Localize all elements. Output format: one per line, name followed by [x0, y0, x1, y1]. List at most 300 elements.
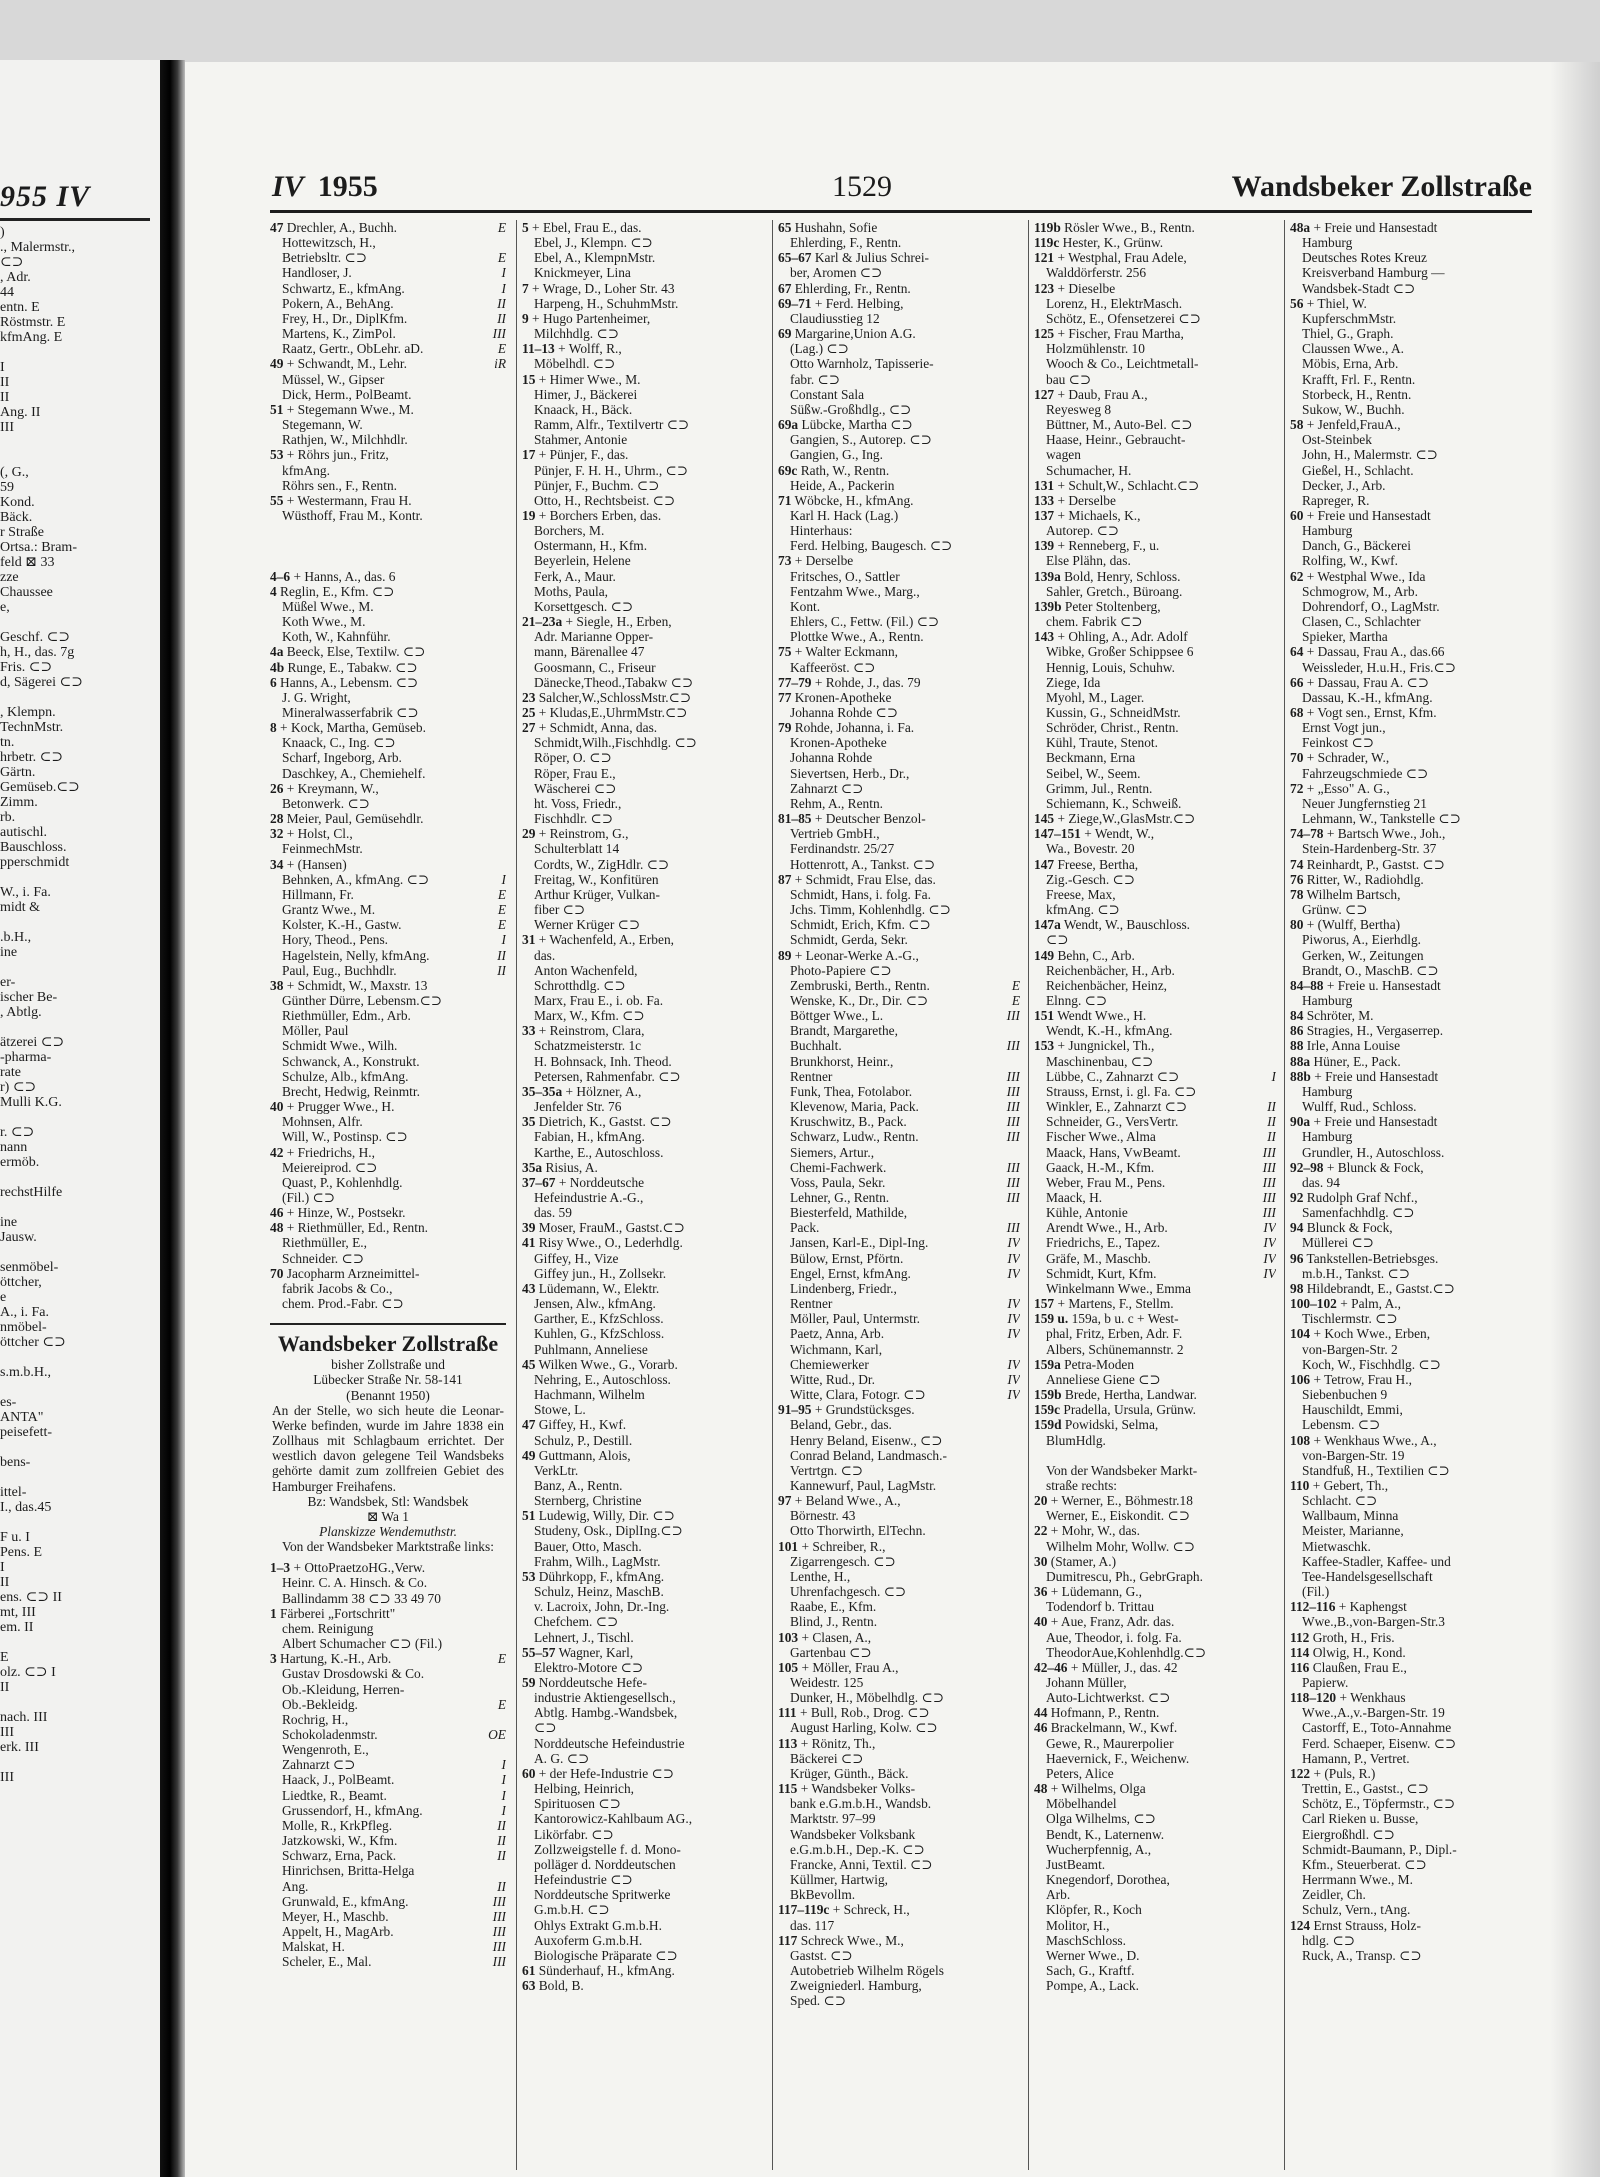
directory-entry [778, 766, 1020, 781]
entry-text: Süßw.-Großhdlg., ⊂⊃ [790, 401, 912, 417]
entry-text: Henry Beland, Eisenw., ⊂⊃ [790, 1432, 943, 1448]
entry-text: Korsettgesch. ⊂⊃ [534, 598, 634, 614]
entry-text: Will, W., Postinsp. ⊂⊃ [282, 1129, 408, 1145]
directory-entry [522, 614, 764, 629]
previous-page-line: 59 [0, 480, 14, 495]
entry-text: Malskat, H. [282, 1939, 345, 1955]
previous-page-line [0, 1350, 160, 1365]
directory-entry [522, 1084, 764, 1099]
directory-entry [1290, 1539, 1528, 1554]
directory-entry [1034, 493, 1276, 508]
entry-text: Lübbe, C., Zahnarzt ⊂⊃ [1046, 1068, 1180, 1084]
entry-text: 101 + Schreiber, R., [778, 1538, 886, 1554]
directory-entry [270, 1803, 506, 1818]
entry-text: 48 + Riethmüller, Ed., Rentn. [270, 1220, 429, 1236]
entry-text: Frahm, Wilh., LagMstr. [534, 1553, 661, 1569]
directory-entry [270, 493, 506, 508]
entry-text: Kolster, K.-H., Gastw. [282, 917, 402, 933]
directory-entry [270, 265, 506, 280]
entry-text: 27 + Schmidt, Anna, das. [522, 720, 658, 736]
directory-entry [270, 1235, 506, 1250]
directory-entry [270, 1023, 506, 1038]
entry-text: 137 + Michaels, K., [1034, 507, 1141, 523]
directory-entry [1034, 1751, 1276, 1766]
entry-text: Hefeindustrie A.-G., [534, 1190, 644, 1205]
entry-text: Claudiusstieg 12 [790, 310, 880, 326]
previous-page-line: ) [0, 225, 5, 240]
directory-entry [778, 1539, 1020, 1554]
directory-entry [522, 538, 764, 553]
entry-text: Schokoladenmstr. [282, 1727, 378, 1742]
directory-entry [1290, 690, 1528, 705]
entry-text: Raabe, E., Kfm. [790, 1599, 877, 1615]
entry-text: 149 Behn, C., Arb. [1034, 947, 1135, 963]
entry-text: Grantz Wwe., M. [282, 902, 376, 918]
directory-entry [778, 1675, 1020, 1690]
column-5 [1290, 220, 1532, 2170]
directory-entry [522, 1281, 764, 1296]
directory-entry [270, 372, 506, 387]
entry-text: Hamburg [1302, 1083, 1353, 1099]
directory-entry [522, 1523, 764, 1538]
entry-text: Kühle, Antonie [1046, 1205, 1128, 1221]
entry-text: 145 + Ziege,W.,GlasMstr.⊂⊃ [1034, 811, 1196, 827]
directory-entry [1034, 1417, 1276, 1432]
floor-note: I [1271, 1068, 1276, 1084]
directory-entry [1034, 1190, 1276, 1205]
entry-text: 121 + Westphal, Frau Adele, [1034, 250, 1187, 266]
previous-page-line [0, 1695, 160, 1710]
directory-entry [522, 1342, 764, 1357]
entry-text: Banz, A., Rentn. [534, 1477, 623, 1493]
entry-text: Beckmann, Erna [1046, 750, 1136, 766]
directory-entry [1290, 1478, 1528, 1493]
entry-text: Wucherpfennig, A., [1046, 1841, 1152, 1857]
entry-text: Lindenberg, Friedr., [790, 1280, 897, 1296]
entry-text: Knegendorf, Dorothea, [1046, 1872, 1170, 1888]
directory-entry [270, 1190, 506, 1205]
entry-text: Norddeutsche Hefeindustrie [534, 1735, 685, 1751]
entry-text: Kuhlen, G., KfzSchloss. [534, 1326, 665, 1342]
entry-text: 112 Groth, H., Fris. [1290, 1629, 1395, 1645]
directory-entry [522, 265, 764, 280]
previous-page-line: I [0, 360, 5, 375]
entry-text: 1 Färberei „Fortschritt" [270, 1605, 396, 1621]
entry-text: BlumHdlg. [1046, 1432, 1106, 1448]
floor-note: IV [1007, 1311, 1020, 1327]
directory-entry [1034, 1599, 1276, 1614]
directory-entry [270, 1296, 506, 1311]
entry-text: 4a Beeck, Else, Textilw. ⊂⊃ [270, 644, 426, 660]
directory-entry [1290, 417, 1528, 432]
entry-text: das. 94 [1302, 1174, 1340, 1190]
directory-entry [1290, 478, 1528, 493]
previous-page-line: rechstHilfe [0, 1185, 63, 1200]
street-history-text: An der Stelle, wo sich heute die Leonar-Werke befinden, wurde im Jahre 1838 ein Zollhaus mit Schlagbaum errichtet. Der westlich davon gelegene Teil Wandsbeks gehörte damit zum zollfreien Gebiet des Hamburger Freihafens. [272, 1402, 504, 1494]
column-3 [778, 220, 1024, 2170]
directory-entry [270, 1575, 506, 1590]
entry-text: Schmidt, Kurt, Kfm. [1046, 1265, 1157, 1281]
directory-entry [270, 735, 506, 750]
entry-text: Spieker, Martha [1302, 629, 1388, 645]
directory-entry [1034, 1038, 1276, 1053]
directory-entry [1034, 841, 1276, 856]
entry-text: 70 Jacopharm Arzneimittel- [270, 1265, 420, 1281]
entry-text: 22 + Mohr, W., das. [1034, 1523, 1140, 1539]
entry-text: Fabian, H., kfmAng. [534, 1129, 645, 1145]
previous-page-line: Fris. ⊂⊃ [0, 660, 53, 675]
entry-text: Klevenow, Maria, Pack. [790, 1099, 919, 1115]
entry-text: 139 + Renneberg, F., u. [1034, 538, 1160, 554]
directory-entry [1290, 796, 1528, 811]
entry-text: 110 + Gebert, Th., [1290, 1477, 1389, 1493]
directory-entry [1290, 766, 1528, 781]
directory-entry [522, 690, 764, 705]
previous-page-line: ⊂⊃ [0, 255, 24, 270]
entry-text: 96 Tankstellen-Betriebsges. [1290, 1250, 1439, 1266]
entry-text: Mohnsen, Alfr. [282, 1114, 363, 1130]
previous-page-line [0, 1635, 160, 1650]
entry-text: Schröder, Christ., Rentn. [1046, 720, 1179, 736]
directory-entry [270, 917, 506, 932]
directory-entry [1034, 1145, 1276, 1160]
entry-text: Zahnarzt ⊂⊃ [282, 1757, 356, 1773]
directory-entry [1034, 1933, 1276, 1948]
previous-page-line [0, 450, 160, 465]
floor-note: E [497, 341, 506, 357]
directory-entry [1034, 826, 1276, 841]
directory-entry [778, 1357, 1020, 1372]
entry-text: Scharf, Ingeborg, Arb. [282, 750, 402, 766]
entry-text: Auxoferm G.m.b.H. [534, 1932, 643, 1948]
previous-page-line [0, 1440, 160, 1455]
entry-text: Meister, Marianne, [1302, 1523, 1404, 1539]
entry-text: Brandt, Margarethe, [790, 1023, 898, 1039]
directory-entry [1034, 1357, 1276, 1372]
directory-entry [1290, 1827, 1528, 1842]
entry-text: 21–23a + Siegle, H., Erben, [522, 614, 672, 630]
directory-entry [778, 1160, 1020, 1175]
directory-entry [1034, 614, 1276, 629]
directory-entry [1290, 826, 1528, 841]
floor-note: II [497, 1833, 506, 1849]
directory-entry [1034, 220, 1276, 235]
entry-text: Müllerei ⊂⊃ [1302, 1235, 1374, 1251]
page-number: 1529 [832, 170, 892, 203]
directory-entry [522, 220, 764, 235]
entry-text: Wwe.,B.,von-Bargen-Str.3 [1302, 1614, 1445, 1630]
previous-page-line [0, 1200, 160, 1215]
directory-entry [1034, 1402, 1276, 1417]
entry-text: 28 Meier, Paul, Gemüsehdlr. [270, 811, 424, 827]
directory-entry [522, 341, 764, 356]
entry-text: ht. Voss, Friedr., [534, 795, 622, 811]
floor-note: IV [1007, 1250, 1020, 1266]
directory-entry [778, 1933, 1020, 1948]
previous-page-line [0, 1755, 160, 1770]
directory-entry [778, 553, 1020, 568]
directory-entry [522, 1478, 764, 1493]
entry-text: Buchhalt. [790, 1038, 842, 1054]
directory-entry [1290, 841, 1528, 856]
directory-entry [778, 372, 1020, 387]
planskizze-ref: Planskizze Wendemuthstr. [319, 1523, 457, 1539]
directory-entry [270, 1266, 506, 1281]
entry-text: 88b + Freie und Hansestadt [1290, 1068, 1439, 1084]
directory-entry [1034, 387, 1276, 402]
directory-entry [1290, 644, 1528, 659]
previous-page-line: feld ⊠ 33 [0, 555, 55, 570]
floor-note: III [1262, 1159, 1276, 1175]
directory-entry [778, 1902, 1020, 1917]
floor-note: III [1006, 1099, 1020, 1115]
directory-entry [778, 1084, 1020, 1099]
previous-page-line [0, 1020, 160, 1035]
entry-text: 69–71 + Ferd. Helbing, [778, 295, 904, 311]
directory-entry [522, 1099, 764, 1114]
directory-entry [270, 857, 506, 872]
directory-entry [1290, 326, 1528, 341]
entry-text: 44 Hofmann, P., Rentn. [1034, 1705, 1160, 1721]
entry-text: Günther Dürre, Lebensm.⊂⊃ [282, 992, 443, 1008]
entry-text: Stegemann, W. [282, 417, 363, 433]
directory-entry [1034, 1569, 1276, 1584]
entry-text: 139b Peter Stoltenberg, [1034, 598, 1161, 614]
directory-entry [522, 857, 764, 872]
entry-text: 70 + Schrader, W., [1290, 750, 1390, 766]
entry-text: 65 Hushahn, Sofie [778, 220, 878, 235]
entry-text: Claussen Wwe., A. [1302, 341, 1405, 357]
directory-entry [522, 1842, 764, 1857]
entry-text: Schmidt, Gerda, Sekr. [790, 932, 908, 948]
directory-entry [778, 1736, 1020, 1751]
previous-page-line: öttcher, [0, 1275, 42, 1290]
entry-text: Wulff, Rud., Schloss. [1302, 1099, 1417, 1115]
directory-entry [270, 1054, 506, 1069]
directory-entry [1290, 1948, 1528, 1963]
entry-text: Wa., Bovestr. 20 [1046, 841, 1135, 857]
directory-entry [778, 857, 1020, 872]
entry-text: Studeny, Osk., DiplIng.⊂⊃ [534, 1523, 683, 1539]
entry-text: (Fil.) [1302, 1584, 1330, 1600]
directory-entry [1290, 993, 1528, 1008]
entry-text: Hinterhaus: [790, 523, 853, 539]
directory-entry [778, 1205, 1020, 1220]
directory-entry [270, 872, 506, 887]
entry-text: Garther, E., KfzSchloss. [534, 1311, 664, 1327]
previous-page-line [0, 1515, 160, 1530]
previous-page-line: nann [0, 1140, 28, 1155]
directory-entry [270, 629, 506, 644]
directory-entry [1034, 250, 1276, 265]
directory-entry [778, 948, 1020, 963]
column-1 [270, 220, 510, 2170]
entry-text: Zweigniederl. Hamburg, [790, 1978, 922, 1994]
previous-page-line: e [0, 1290, 7, 1305]
directory-entry [1290, 1235, 1528, 1250]
entry-text: Gangien, G., Ing. [790, 447, 883, 463]
directory-entry [1034, 1448, 1276, 1463]
entry-text: 73 + Derselbe [778, 553, 854, 569]
entry-text: Pompe, A., Lack. [1046, 1978, 1139, 1994]
directory-entry [778, 1554, 1020, 1569]
directory-entry [270, 978, 506, 993]
directory-entry [270, 553, 506, 568]
directory-entry [1290, 311, 1528, 326]
previous-page-line: Ortsa.: Bram- [0, 540, 77, 555]
directory-entry [522, 1190, 764, 1205]
entry-text: Scheler, E., Mal. [282, 1954, 372, 1970]
entry-text: 11–13 + Wolff, R., [522, 341, 622, 357]
directory-entry [522, 1584, 764, 1599]
entry-text: 94 Blunck & Fock, [1290, 1220, 1393, 1236]
floor-note: OE [488, 1727, 506, 1742]
entry-text: Siebenbuchen 9 [1302, 1387, 1388, 1403]
entry-text: 84 Schröter, M. [1290, 1008, 1374, 1024]
directory-entry [270, 417, 506, 432]
directory-entry [522, 569, 764, 584]
directory-entry [522, 1857, 764, 1872]
directory-entry [270, 1099, 506, 1114]
directory-entry [522, 629, 764, 644]
entry-text: Frey, H., Dr., DiplKfm. [282, 310, 408, 326]
directory-entry [270, 1833, 506, 1848]
previous-page-line: II [0, 1575, 10, 1590]
directory-entry [778, 872, 1020, 887]
entry-text: 89 + Leonar-Werke A.-G., [778, 947, 919, 963]
entry-text: 35–35a + Hölzner, A., [522, 1083, 642, 1099]
previous-page-line: midt & [0, 900, 41, 915]
entry-text: Elnng. ⊂⊃ [1046, 992, 1108, 1008]
entry-text: Zahnarzt ⊂⊃ [790, 780, 864, 796]
directory-entry [270, 766, 506, 781]
entry-text: J. G. Wright, [282, 689, 351, 705]
entry-text: Pünjer, F. H. H., Uhrm., ⊂⊃ [534, 462, 688, 478]
entry-text: Arb. [1046, 1887, 1071, 1903]
directory-entry [270, 508, 506, 523]
previous-page-line: olz. ⊂⊃ I [0, 1665, 56, 1680]
directory-entry [1034, 1311, 1276, 1326]
entry-text: Peters, Alice [1046, 1765, 1114, 1781]
directory-entry [1034, 735, 1276, 750]
entry-text: Meyer, H., Maschb. [282, 1908, 389, 1924]
directory-entry [1034, 1720, 1276, 1735]
directory-entry [270, 1606, 506, 1621]
directory-entry [270, 1114, 506, 1129]
directory-entry [778, 296, 1020, 311]
entry-text: Ferdinandstr. 25/27 [790, 841, 895, 857]
entry-text: 60 + der Hefe-Industrie ⊂⊃ [522, 1765, 674, 1781]
entry-text: Wichmann, Karl, [790, 1341, 883, 1357]
directory-entry [1034, 1054, 1276, 1069]
entry-text: 62 + Westphal Wwe., Ida [1290, 568, 1426, 584]
entry-text: 37–67 + Norddeutsche [522, 1174, 645, 1190]
entry-text: Bülow, Ernst, Pförtn. [790, 1250, 904, 1266]
directory-entry [1034, 872, 1276, 887]
entry-text: Gangien, S., Autorep. ⊂⊃ [790, 432, 932, 448]
directory-entry [522, 705, 764, 720]
directory-entry [1034, 1342, 1276, 1357]
entry-text: 115 + Wandsbeker Volks- [778, 1781, 916, 1797]
entry-text: Clasen, C., Schlachter [1302, 614, 1421, 630]
directory-entry [778, 1235, 1020, 1250]
directory-entry [522, 478, 764, 493]
entry-text: Daschkey, A., Chemiehelf. [282, 765, 426, 781]
entry-text: Schneider, G., VersVertr. [1046, 1114, 1179, 1130]
entry-text: Möller, Paul [282, 1023, 349, 1039]
street-section-line: (Benannt 1950) [346, 1387, 430, 1403]
floor-note: II [1267, 1114, 1276, 1130]
street-section-line: Lübecker Straße Nr. 58-141 [313, 1372, 463, 1388]
entry-text: 79 Rohde, Johanna, i. Fa. [778, 720, 915, 736]
previous-page-line: kfmAng. E [0, 330, 63, 345]
entry-text: 66 + Dassau, Frau A. ⊂⊃ [1290, 674, 1429, 690]
entry-text: Johanna Rohde ⊂⊃ [790, 705, 898, 720]
directory-entry [778, 902, 1020, 917]
directory-entry [1034, 1296, 1276, 1311]
entry-text: das. 117 [790, 1917, 835, 1933]
entry-text: Tischlermstr. ⊂⊃ [1302, 1311, 1398, 1327]
directory-entry [522, 1766, 764, 1781]
floor-note: III [1262, 1144, 1276, 1160]
previous-page-line: Jausw. [0, 1230, 37, 1245]
entry-text: Hagelstein, Nelly, kfmAng. [282, 947, 430, 963]
directory-entry [778, 599, 1020, 614]
entry-text: Deutsches Rotes Kreuz [1302, 250, 1427, 266]
directory-entry [1290, 614, 1528, 629]
entry-text: Jenfelder Str. 76 [534, 1099, 622, 1115]
entry-text: Himer, J., Bäckerei [534, 386, 638, 402]
previous-page-line: III [0, 1725, 14, 1740]
entry-text: Castorff, E., Toto-Annahme [1302, 1720, 1452, 1736]
entry-text: von-Bargen-Str. 2 [1302, 1341, 1398, 1357]
entry-text: 100–102 + Palm, A., [1290, 1296, 1401, 1312]
entry-text: Wandsbeker Volksbank [790, 1826, 916, 1842]
entry-text: 139a Bold, Henry, Schloss. [1034, 568, 1181, 584]
directory-entry [1290, 1402, 1528, 1417]
directory-entry [1034, 356, 1276, 371]
entry-text: Röper, O. ⊂⊃ [534, 750, 612, 766]
entry-text: 53 Dührkopp, F., kfmAng. [522, 1568, 665, 1584]
directory-entry [778, 463, 1020, 478]
entry-text: Conrad Beland, Landmasch.- [790, 1447, 947, 1463]
entry-text: Behnken, A., kfmAng. ⊂⊃ [282, 871, 430, 887]
directory-entry [1290, 1448, 1528, 1463]
directory-entry [778, 781, 1020, 796]
entry-text: 19 + Borchers Erben, das. [522, 507, 662, 523]
directory-entry [522, 675, 764, 690]
directory-entry [1290, 356, 1528, 371]
entry-text: Ferd. Schaeper, Eisenw. ⊂⊃ [1302, 1735, 1457, 1751]
directory-entry [1034, 1645, 1276, 1660]
entry-text: Ehlers, C., Fettw. (Fil.) ⊂⊃ [790, 614, 940, 630]
directory-entry [522, 1902, 764, 1917]
floor-note: II [1267, 1129, 1276, 1145]
previous-page-line: Gärtn. [0, 765, 36, 780]
entry-text: 65–67 Karl & Julius Schrei- [778, 250, 930, 266]
entry-text: chem. Fabrik ⊂⊃ [1046, 614, 1143, 630]
directory-entry [778, 1402, 1020, 1417]
previous-page-line: es- [0, 1395, 17, 1410]
directory-entry [522, 250, 764, 265]
entry-text: Wandsbek-Stadt ⊂⊃ [1302, 280, 1416, 296]
entry-text: Kont. [790, 598, 821, 614]
entry-text: ber, Aromen ⊂⊃ [790, 265, 883, 281]
entry-text: Ehlerding, F., Rentn. [790, 235, 902, 251]
entry-text: Witte, Rud., Dr. [790, 1371, 876, 1387]
entry-text: 55 + Westermann, Frau H. [270, 492, 412, 508]
entry-text: 118–120 + Wenkhaus [1290, 1690, 1406, 1706]
